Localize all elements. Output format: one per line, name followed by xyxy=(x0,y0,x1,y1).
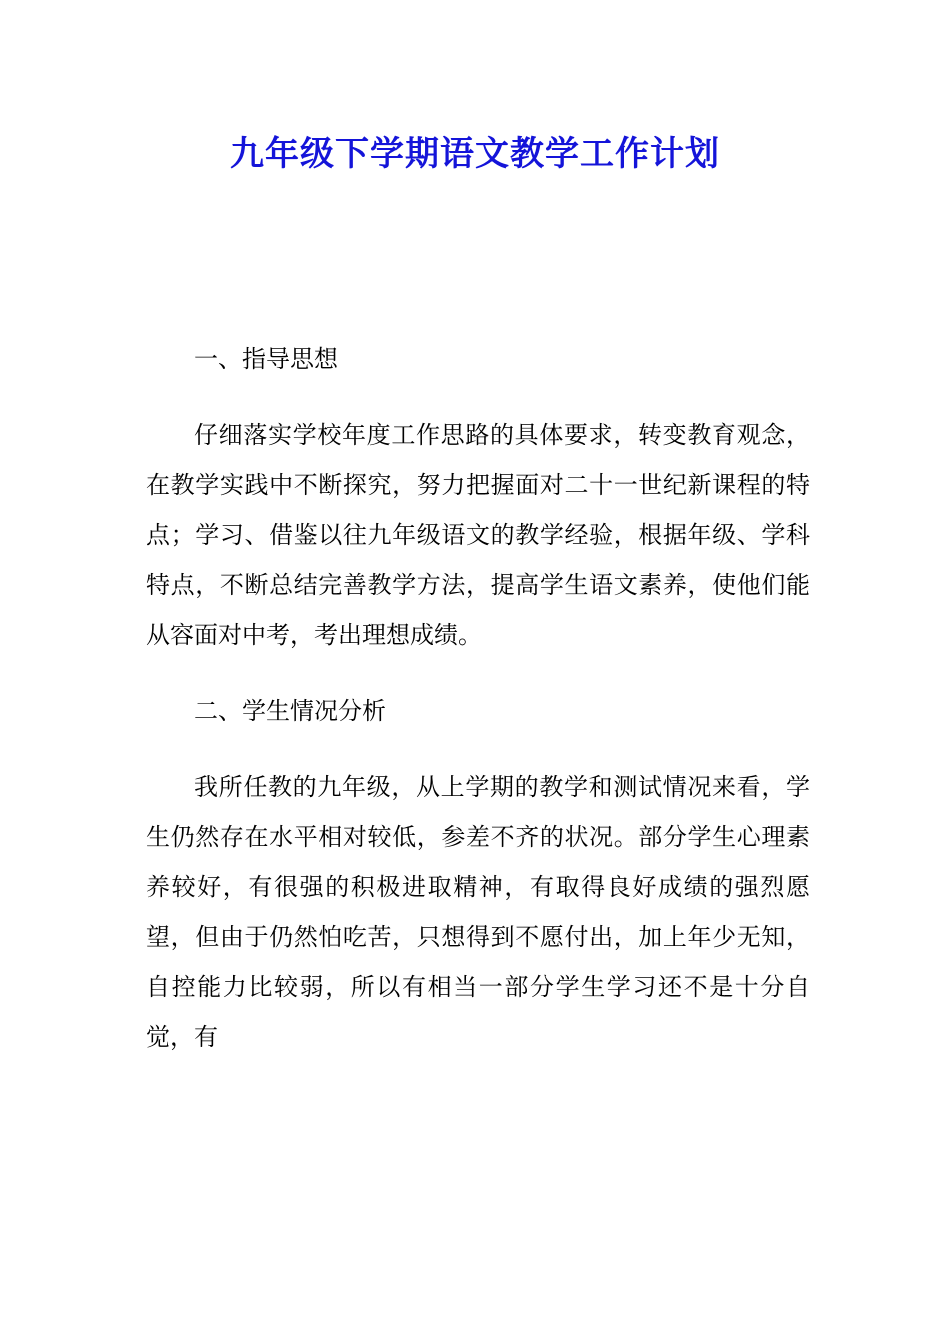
document-body xyxy=(146,334,810,1088)
section-heading-student-analysis: 二、学生情况分析 xyxy=(194,697,386,725)
section-paragraph-guiding-ideology: 仔细落实学校年度工作思路的具体要求，转变教育观念，在教学实践中不断探究，努力把握面对二十一世纪新课程的特点；学习、借鉴以往九年级语文的教学经验，根据年级、学科特点，不断总结完善教学方法，提高学生语文素养，使他们能从容面对中考，考出理想成绩。 xyxy=(146,421,810,649)
document-title: 九年级下学期语文教学工作计划 xyxy=(230,134,720,174)
section-paragraph-student-analysis: 我所任教的九年级，从上学期的教学和测试情况来看，学生仍然存在水平相对较低，参差不齐的状况。部分学生心理素养较好，有很强的积极进取精神，有取得良好成绩的强烈愿望，但由于仍然怕吃苦，只想得到不愿付出，加上年少无知，自控能力比较弱，所以有相当一部分学生学习还不是十分自觉，有 xyxy=(146,773,810,1051)
section-heading-guiding-ideology: 一、指导思想 xyxy=(194,345,338,373)
